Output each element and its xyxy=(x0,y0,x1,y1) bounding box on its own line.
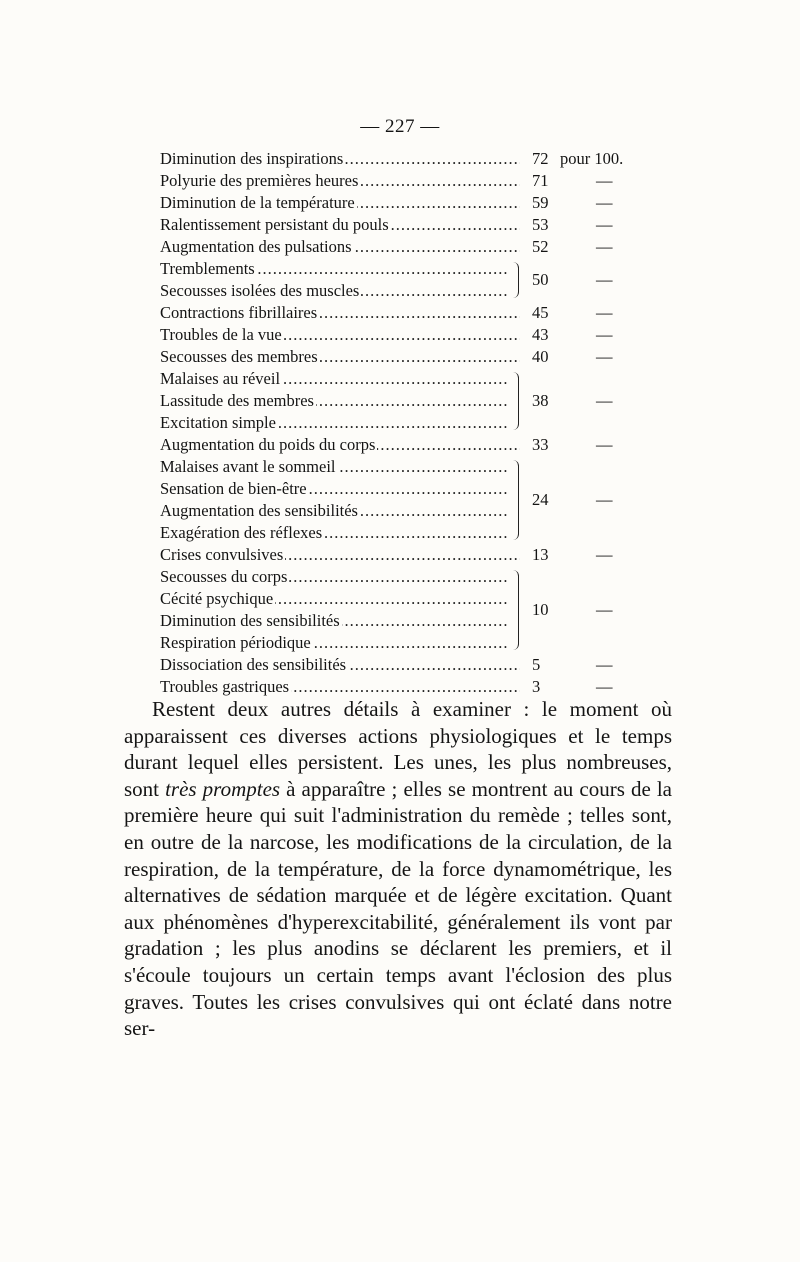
group-dash: — xyxy=(596,391,613,410)
table-row xyxy=(160,148,520,170)
row-label: Polyurie des premières heures xyxy=(160,171,359,190)
row-value: 13 xyxy=(532,545,549,564)
row-value: 43 xyxy=(532,325,549,344)
row-label: Respiration périodique xyxy=(160,633,311,652)
row-label: Excitation simple xyxy=(160,413,276,432)
row-dash: — xyxy=(596,171,613,190)
paragraph-text: à apparaître ; elles se montrent au cours de la première heure qui suit l'administration du remède ; telles sont, en outre de la narcose, les modifications de la circulation, de la respiration, de la température, de la force dynamométrique, les alternatives de sédation marquée et de légère excitation. Quant aux phénomènes d'hyperexcitabilité, généralement ils vont par gradation ; les plus anodins se déclarent les premiers, et il s'écoule toujours un certain temps avant l'éclosion des plus graves. Toutes les crises convulsives qui ont éclaté dans notre ser- xyxy=(124,776,673,1041)
row-label: Malaises au réveil xyxy=(160,369,281,388)
group-brace xyxy=(510,372,519,430)
row-label: Sensation de bien-être xyxy=(160,479,307,498)
row-value: 33 xyxy=(532,435,549,454)
table-row xyxy=(160,302,520,324)
row-dash: — xyxy=(596,435,613,454)
row-label: Augmentation des pulsations xyxy=(160,237,352,256)
table-row xyxy=(160,478,508,500)
row-dash: — xyxy=(596,193,613,212)
table-row xyxy=(160,170,520,192)
table-row xyxy=(160,368,508,390)
row-label: Secousses isolées des muscles xyxy=(160,281,360,300)
row-label: Troubles gastriques xyxy=(160,677,290,696)
row-dash: — xyxy=(596,677,613,696)
table-row xyxy=(160,214,520,236)
row-label: Augmentation du poids du corps xyxy=(160,435,376,454)
table-row xyxy=(160,610,508,632)
group-brace xyxy=(510,570,519,650)
row-dash: — xyxy=(596,215,613,234)
table-row xyxy=(160,280,508,302)
row-value: 53 xyxy=(532,215,549,234)
row-value: 59 xyxy=(532,193,549,212)
paragraph-text: Restent deux autres détails à examiner : le moment où apparaissent ces diverses actions physiologiques et le temps durant lequel elles persistent. Les unes, les plus nombreuses, sont xyxy=(124,697,672,801)
table-row xyxy=(160,434,520,456)
row-label: Diminution des inspirations xyxy=(160,149,344,168)
row-label: Dissociation des sensibilités xyxy=(160,655,347,674)
row-label: Tremblements xyxy=(160,259,255,278)
group-brace xyxy=(510,262,519,298)
row-label: Exagération des réflexes xyxy=(160,523,323,542)
row-label: Lassitude des membres xyxy=(160,391,314,410)
table-row xyxy=(160,588,508,610)
body-text xyxy=(124,696,672,1042)
table-row xyxy=(160,566,508,588)
row-value: 5 xyxy=(532,655,541,674)
table-row xyxy=(160,346,520,368)
paragraph xyxy=(124,696,672,1042)
row-label: Secousses du corps xyxy=(160,567,288,586)
group-value: 24 xyxy=(532,490,549,509)
group-dash: — xyxy=(596,270,613,289)
table-row xyxy=(160,192,520,214)
table-row xyxy=(160,236,520,258)
group-brace xyxy=(510,460,519,540)
row-label: Malaises avant le sommeil xyxy=(160,457,336,476)
row-dash: — xyxy=(596,237,613,256)
row-label: Troubles de la vue xyxy=(160,325,282,344)
row-value: 40 xyxy=(532,347,549,366)
row-dash: — xyxy=(596,655,613,674)
row-unit: pour 100. xyxy=(560,149,624,168)
page-number: — 227 — xyxy=(360,116,440,137)
row-value: 45 xyxy=(532,303,549,322)
row-dash: — xyxy=(596,347,613,366)
row-dash: — xyxy=(596,545,613,564)
row-value: 71 xyxy=(532,171,549,190)
emphasis-text: très promptes xyxy=(165,776,281,801)
row-label: Diminution des sensibilités xyxy=(160,611,340,630)
table-row xyxy=(160,522,508,544)
row-label: Augmentation des sensibilités xyxy=(160,501,358,520)
group-dash: — xyxy=(596,490,613,509)
group-value: 50 xyxy=(532,270,549,289)
row-label: Secousses des membres xyxy=(160,347,318,366)
row-label: Crises convulsives xyxy=(160,545,284,564)
group-dash: — xyxy=(596,600,613,619)
row-value: 72 xyxy=(532,149,549,168)
table-row xyxy=(160,632,508,654)
row-dash: — xyxy=(596,303,613,322)
row-value: 52 xyxy=(532,237,549,256)
table-row xyxy=(160,676,520,698)
group-value: 10 xyxy=(532,600,549,619)
table-row xyxy=(160,654,520,676)
row-value: 3 xyxy=(532,677,541,696)
table-row xyxy=(160,258,508,280)
table-row xyxy=(160,412,508,434)
table-row xyxy=(160,456,508,478)
row-dash: — xyxy=(596,325,613,344)
table-row xyxy=(160,544,520,566)
group-value: 38 xyxy=(532,391,549,410)
table-row xyxy=(160,324,520,346)
row-label: Diminution de la température xyxy=(160,193,355,212)
row-label: Contractions fibrillaires xyxy=(160,303,318,322)
row-label: Ralentissement persistant du pouls xyxy=(160,215,389,234)
table-row xyxy=(160,390,508,412)
row-label: Cécité psychique xyxy=(160,589,274,608)
table-row xyxy=(160,500,508,522)
